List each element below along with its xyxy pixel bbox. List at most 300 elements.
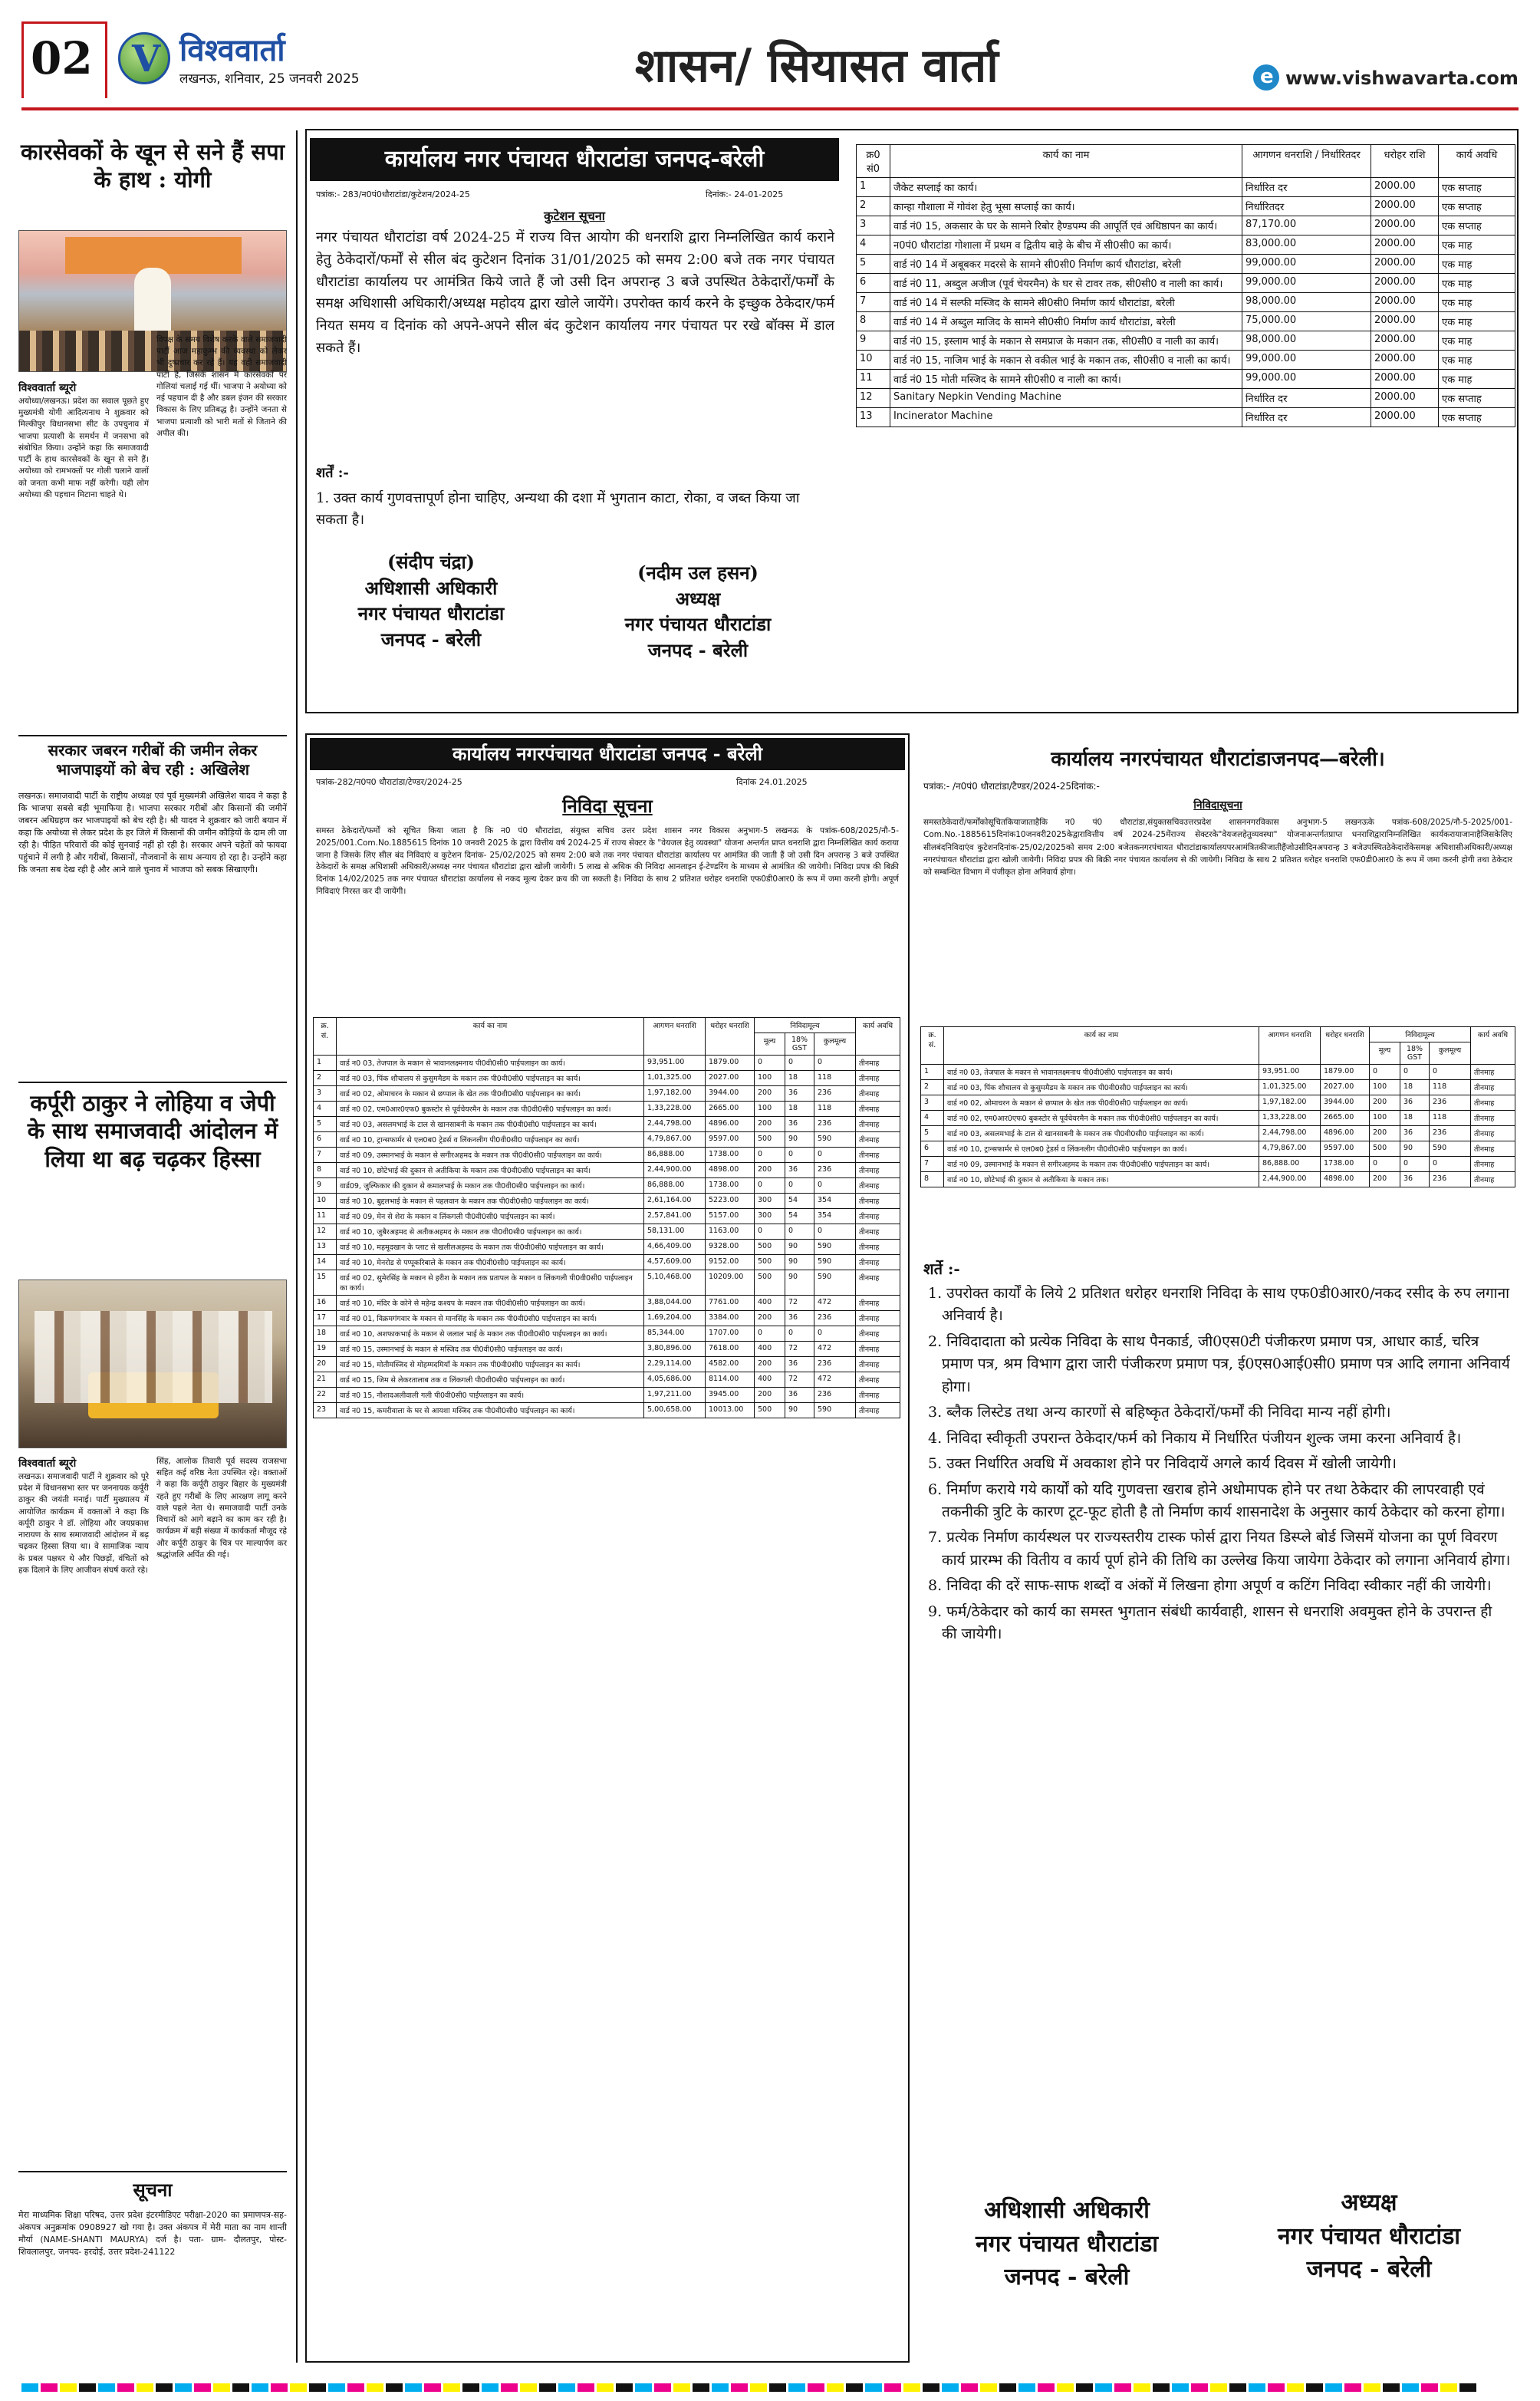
ad2-body: समस्त ठेकेदारों/फर्मों को सूचित किया जाता है कि न0 पं0 धौराटांडा, संयुक्त सचिव उत्तर प्रदेश शासन नगर विकास अनुभाग-5 लखनऊ के पत्रांक-608/2025/नौ-5-2025/001.Com.No.1885615 दिनांक 10 जनवरी 2025 के द्वारा वित्तीय वर्ष 2024-25 में राज्य सेक्टर के "वेयजल हेतु व्यवस्था" योजना अन्तर्गत प्राप्त धनराशि द्वारा निम्नलिखित कार्य कराया जाना है जिसके लिए सील बंद निविदाएं व कुटेशन दिनांक- 25/02/2025 को समय 2:00 बजे तक नगर पंचायत धौराटांडा कार्यालय पर आमंत्रित की जाती हैं जो उसी दिन अपरान्ह 3 बजे उपस्थित ठेकेदारों के समक्ष अधिशासी अधिकारी/अध्यक्ष नगर पंचायत धौराटांडा द्वारा खोली जायेगी। 5 लाख से अधिक की निविदा आनलाइन ई-टेण्डरिंग के माध्यम से आमंत्रित की जायेगी। निविदा प्रपत्र की बिक्री दिनांक 14/02/2025 तक नगर पंचायत धौराटांडा कार्यालय से नकद मूल्य देकर क्रय की जा सकती है। निविदा के साथ 2 प्रतिशत धरोहर धनराशि एफ0डी0आर0 के रूप में जमा करनी होगी। अपूर्ण निविदाएं निरस्त कर दी जायेंगी।	[316, 826, 899, 896]
term-item: 2. निविदादाता को प्रत्येक निविदा के साथ पैनकार्ड, जी0एस0टी पंजीकरण प्रमाण पत्र, आधार कार्ड, चरित्र प्रमाण पत्र, श्रम विभाग द्वारा जारी पंजीकरण प्रमाण पत्र, ई0एस0आई0सी0 प्रमाण पत्र आदि लगाना अनिवार्य होगा।	[928, 1332, 1510, 1395]
ad1-cell-estimate: 98,000.00	[1242, 331, 1371, 351]
table-row	[857, 331, 1515, 351]
ad1-cell-period: एक माह	[1439, 255, 1515, 274]
registration-swatch	[654, 2383, 671, 2392]
ad3-cell-work: वार्ड न0 03, असलमभाई के टाल से खानसाबनी के मकान तक पी0वी0सी0 पाईपलाइन का कार्य।	[944, 1126, 1259, 1141]
table-row	[314, 1224, 900, 1240]
ad3-signature-right	[1219, 2186, 1519, 2287]
ad3-cell-period: तीनमाह	[1471, 1080, 1515, 1095]
ad2-cell-gst: 36	[785, 1163, 814, 1178]
ad3-terms	[928, 1283, 1511, 1649]
ad1-table	[856, 144, 1515, 427]
ad3-cell-gst: 36	[1400, 1126, 1430, 1141]
ad3-cell-gst: 90	[1400, 1141, 1430, 1157]
ad2-cell-work: वार्ड न0 10, छोटेभाई की दुकान से अतीकिया के मकान तक पी0वी0सी0 पाईपलाइन का कार्य।	[337, 1163, 644, 1178]
ad2-cell-gst: 54	[785, 1194, 814, 1209]
ad3-cell-price: 500	[1370, 1141, 1400, 1157]
ad1-cell-period: एक माह	[1439, 274, 1515, 293]
term-item: 3. ब्लैक लिस्टेड तथा अन्य कारणों से बहिष्कृत ठेकेदारों/फर्मों की निविदा मान्य नहीं होगी।	[928, 1404, 1391, 1421]
ad2-cell-sno: 22	[314, 1388, 337, 1403]
ad2-cell-deposit: 5157.00	[706, 1209, 755, 1224]
table-row	[921, 1126, 1515, 1141]
ad1-cell-deposit: 2000.00	[1371, 255, 1439, 274]
ad1-cell-estimate: 99,000.00	[1242, 351, 1371, 370]
ad3-cell-total: 590	[1430, 1141, 1471, 1157]
ad3-cell-work: वार्ड न0 10, छोटेभाई की दुकान से अतीकिया के मकान तक।	[944, 1172, 1259, 1187]
ad2-cell-estimate: 4,57,609.00	[644, 1255, 706, 1270]
ad2-cell-period: तीनमाह	[856, 1178, 900, 1194]
ad3-cell-sno: 2	[921, 1080, 944, 1095]
ad2-cell-gst: 0	[785, 1224, 814, 1240]
ad2-cell-estimate: 86,888.00	[644, 1178, 706, 1194]
ad2-cell-period: तीनमाह	[856, 1102, 900, 1117]
ad2-cell-estimate: 3,88,044.00	[644, 1296, 706, 1311]
ad1-title: कार्यालय नगर पंचायत धौराटांडा जनपद-बरेली	[310, 138, 839, 181]
ad1-cell-sno: 9	[857, 331, 890, 351]
ad2-table-wrap	[313, 1017, 900, 1418]
ad2-cell-deposit: 9597.00	[706, 1132, 755, 1148]
ad2-cell-estimate: 3,80,896.00	[644, 1342, 706, 1357]
ad1-terms-title: शर्तें :-	[316, 465, 349, 481]
ad1-cell-estimate: 99,000.00	[1242, 255, 1371, 274]
ad3-sign-left-office: नगर पंचायत धौराटांडा	[975, 2230, 1159, 2258]
ad1-cell-deposit: 2000.00	[1371, 351, 1439, 370]
registration-swatch	[1421, 2383, 1438, 2392]
ad3-sign-left-district: जनपद - बरेली	[1004, 2264, 1130, 2291]
ad2-cell-price: 200	[755, 1357, 785, 1372]
brand-name: विश्ववार्ता	[179, 32, 285, 68]
ad1-cell-sno: 5	[857, 255, 890, 274]
ad2-cell-period: तीनमाह	[856, 1086, 900, 1102]
ad2-cell-sno: 12	[314, 1224, 337, 1240]
ad2-cell-deposit: 5223.00	[706, 1194, 755, 1209]
ad2-cell-price: 200	[755, 1086, 785, 1102]
ad2-cell-total: 590	[814, 1132, 856, 1148]
registration-swatch	[1383, 2383, 1400, 2392]
ad2-cell-gst: 36	[785, 1117, 814, 1132]
left-divider-3	[18, 2171, 287, 2172]
table-row	[314, 1311, 900, 1326]
table-row	[314, 1403, 900, 1418]
ad2-cell-gst: 54	[785, 1209, 814, 1224]
ad3-cell-work: वार्ड न0 09, उस्मानभाई के मकान से सगीरअहमद के मकान तक पी0वी0सी0 पाईपलाइन का कार्य।	[944, 1157, 1259, 1172]
ad1-cell-period: एक सप्ताह	[1439, 408, 1515, 427]
ad3-cell-total: 236	[1430, 1172, 1471, 1187]
ad2-col-gst: 18% GST	[785, 1033, 814, 1056]
ad3-col-work: कार्य का नाम	[944, 1027, 1259, 1065]
ad1-col-work: कार्य का नाम	[890, 145, 1242, 178]
brand-logo	[118, 32, 170, 84]
ad1-ref: पत्रांक:- 283/न0पं0धौराटांडा/कुटेशन/2024-25	[316, 189, 470, 199]
ad2-cell-estimate: 5,10,468.00	[644, 1270, 706, 1296]
ad1-cell-period: एक सप्ताह	[1439, 216, 1515, 235]
story1-byline: विश्ववार्ता ब्यूरो	[18, 382, 77, 394]
ad3-cell-period: तीनमाह	[1471, 1172, 1515, 1187]
ad2-cell-price: 200	[755, 1311, 785, 1326]
ad1-cell-estimate: 99,000.00	[1242, 274, 1371, 293]
ad3-cell-price: 0	[1370, 1157, 1400, 1172]
table-row	[314, 1132, 900, 1148]
ad2-cell-sno: 21	[314, 1372, 337, 1388]
ad2-cell-deposit: 4898.00	[706, 1163, 755, 1178]
registration-swatch	[1440, 2383, 1457, 2392]
table-row	[314, 1163, 900, 1178]
ad3-cell-period: तीनमाह	[1471, 1095, 1515, 1111]
registration-swatch	[405, 2383, 422, 2392]
brand-logo-letter: V	[132, 38, 161, 81]
ad2-cell-total: 236	[814, 1357, 856, 1372]
ad2-cell-period: तीनमाह	[856, 1194, 900, 1209]
registration-swatch	[1210, 2383, 1227, 2392]
ad3-cell-price: 100	[1370, 1080, 1400, 1095]
ad2-title: कार्यालय नगरपंचायत धौराटांडा जनपद - बरेली	[310, 738, 905, 770]
table-row	[857, 351, 1515, 370]
registration-swatch	[424, 2383, 441, 2392]
ad2-cell-work: वार्ड न0 10, मेनरोड से पप्पूकरिबाले के मकान तक पी0वी0सी0 पाईपलाइन का कार्य।	[337, 1255, 644, 1270]
ad2-cell-deposit: 8114.00	[706, 1372, 755, 1388]
ad2-cell-period: तीनमाह	[856, 1372, 900, 1388]
ad3-cell-work: वार्ड न0 02, ओमाचरन के मकान से छप्पाल के खेत तक पी0वी0सी0 पाईपलाइन का कार्य।	[944, 1095, 1259, 1111]
ad2-cell-total: 0	[814, 1178, 856, 1194]
ad2-cell-work: वार्ड न0 15, जिम से लेकरतालाब तक व लिंकगली पी0वी0सी0 पाईपलाइन का कार्य।	[337, 1372, 644, 1388]
ad2-cell-deposit: 2665.00	[706, 1102, 755, 1117]
ad2-cell-gst: 90	[785, 1270, 814, 1296]
table-row	[314, 1117, 900, 1132]
ad2-cell-total: 472	[814, 1342, 856, 1357]
ad2-cell-work: वार्ड न0 03, तेजपाल के मकान से भावानलक्ष्मनाथ पी0वी0सी0 पाईपलाइन का कार्य।	[337, 1056, 644, 1071]
registration-swatch	[539, 2383, 556, 2392]
ad2-col-price: मूल्य	[755, 1033, 785, 1056]
registration-swatch	[1095, 2383, 1112, 2392]
ad2-cell-price: 0	[755, 1056, 785, 1071]
ad1-date: दिनांक:- 24-01-2025	[706, 189, 784, 199]
ad3-cell-deposit: 3944.00	[1321, 1095, 1370, 1111]
table-row	[857, 408, 1515, 427]
registration-swatch	[578, 2383, 594, 2392]
table-row	[314, 1056, 900, 1071]
ad1-col-sno: क्र0 सं0	[857, 145, 890, 178]
ad1-cell-deposit: 2000.00	[1371, 312, 1439, 331]
ad2-cell-period: तीनमाह	[856, 1255, 900, 1270]
table-row	[314, 1372, 900, 1388]
ad3-cell-deposit: 4896.00	[1321, 1126, 1370, 1141]
registration-swatch	[788, 2383, 805, 2392]
ad1-cell-estimate: 75,000.00	[1242, 312, 1371, 331]
ad2-cell-price: 500	[755, 1255, 785, 1270]
ad1-cell-work: वार्ड नं0 14 में अबूबकर मदरसे के सामने सी0सी0 निर्माण कार्य धौराटांडा, बरेली	[890, 255, 1242, 274]
ad3-cell-sno: 1	[921, 1065, 944, 1080]
ad2-cell-gst: 0	[785, 1148, 814, 1163]
ad2-cell-price: 100	[755, 1102, 785, 1117]
ad2-cell-sno: 9	[314, 1178, 337, 1194]
registration-swatch	[942, 2383, 959, 2392]
ad2-cell-estimate: 1,01,325.00	[644, 1071, 706, 1086]
ad2-cell-gst: 36	[785, 1086, 814, 1102]
registration-swatch	[980, 2383, 997, 2392]
registration-swatch	[347, 2383, 364, 2392]
table-row	[314, 1388, 900, 1403]
registration-swatch	[1018, 2383, 1035, 2392]
table-row	[314, 1255, 900, 1270]
ad3-cell-deposit: 9597.00	[1321, 1141, 1370, 1157]
ad2-cell-total: 590	[814, 1240, 856, 1255]
registration-swatch	[271, 2383, 288, 2392]
ad3-col-period: कार्य अवधि	[1471, 1027, 1515, 1065]
ad2-cell-period: तीनमाह	[856, 1056, 900, 1071]
story3-photo	[18, 1280, 287, 1448]
ad3-cell-sno: 5	[921, 1126, 944, 1141]
ad2-cell-gst: 0	[785, 1178, 814, 1194]
ad1-cell-period: एक माह	[1439, 331, 1515, 351]
ad2-cell-total: 354	[814, 1194, 856, 1209]
ad2-cell-sno: 5	[314, 1117, 337, 1132]
ad1-sign-left-name: (संदीप चंद्रा)	[387, 551, 475, 573]
table-row	[921, 1080, 1515, 1095]
ad2-cell-total: 236	[814, 1311, 856, 1326]
ad3-cell-price: 200	[1370, 1095, 1400, 1111]
ad2-cell-price: 0	[755, 1178, 785, 1194]
table-row	[921, 1065, 1515, 1080]
registration-swatch	[98, 2383, 115, 2392]
ad2-cell-gst: 90	[785, 1132, 814, 1148]
ad2-cell-price: 500	[755, 1270, 785, 1296]
ad1-cell-work: न0पं0 धौराटांडा गोशाला में प्रथम व द्वितीय बाड़े के बीच में सी0सी0 का कार्य।	[890, 235, 1242, 255]
masthead-rule	[21, 107, 1519, 110]
registration-swatch	[999, 2383, 1016, 2392]
ad2-cell-price: 200	[755, 1163, 785, 1178]
ad3-col-sno: क्र. सं.	[921, 1027, 944, 1065]
ad2-table	[313, 1017, 900, 1418]
ad1-terms: 1. उक्त कार्य गुणवत्तापूर्ण होना चाहिए, अन्यथा की दशा में भुगतान काटा, रोका, व जब्त किया जा सकता है।	[316, 490, 800, 528]
story2-headline: सरकार जबरन गरीबों की जमीन लेकर भाजपाइयों को बेच रही : अखिलेश	[48, 741, 258, 779]
ad3-cell-estimate: 93,951.00	[1259, 1065, 1321, 1080]
ad3-body: समस्तठेकेदारों/फर्मोंकोसूचितकियाजाताहैकि न0 पं0 धौराटांडा,संयुक्तसचिवउत्तरप्रदेश शासननगरविकास अनुभाग-5 लखनऊके पत्रांक-608/2025/नौ-5-2025/001-Com.No.-1885615दिनांक10जनवरी2025केद्वारावित्तीय वर्ष 2024-25मेंराज्य सेक्टरके"वेयजलहेतुव्यवस्था" योजनाअन्तर्गतप्राप्त धनराशिद्वारानिम्नलिखित कार्यकरायाजानाहैजिसकेलिए सीलबंदनिविदाएंव कुटेशनदिनांक-25/02/2025को समय 2:00 बजेतकनगरपंचायत धौराटांडाकार्यालयपरआमंत्रितकीजातीहैंजोउसीदिनअपरान्ह 3 बजेउपस्थितठेकेदारोंकेसमक्ष अधिशासीअधिकारी/अध्यक्ष नगरपंचायत धौराटांडा द्वारा खोली जायेगी। निविदा प्रपत्र की बिक्री नगर पंचायत कार्यालय से की जायेगी। निविदा के साथ 2 प्रतिशत धरोहर धनराशि एफ0डी0आर0 के रूप में जमा करनी होगी तथा ठेकेदार को सम्बन्धित विभाग में पंजीकृत होना अनिवार्य होगा।	[923, 818, 1512, 878]
ad1-body: नगर पंचायत धौराटांडा वर्ष 2024-25 में राज्य वित्त आयोग की धनराशि द्वारा निम्नलिखित कार्य कराने हेतु ठेकेदारों/फर्मों से सील बंद कुटेशन दिनांक 31/01/2025 को समय 2:00 बजे तक नगर पंचायत धौराटांडा कार्यालय पर आमंत्रित किये जाते हैं जो उसी दिन अपरान्ह 3 बजे उपस्थित ठेकेदारों/फर्मों के समक्ष अधिशासी अधिकारी/अध्यक्ष महोदय द्वारा खोले जायेंगे। उपरोक्त कार्य करने के इच्छुक ठेकेदार/फर्म नियत समय व दिनांक को अपने-अपने सील बंद कुटेशन कार्यालय नगर पंचायत पर रखे बॉक्स में डाल सकते हैं।	[316, 229, 834, 356]
registration-swatch	[156, 2383, 173, 2392]
ad2-cell-sno: 6	[314, 1132, 337, 1148]
ad2-cell-total: 472	[814, 1296, 856, 1311]
registration-swatch	[673, 2383, 690, 2392]
ad1-signature-left	[316, 549, 546, 652]
registration-swatch	[462, 2383, 479, 2392]
ad2-cell-deposit: 10209.00	[706, 1270, 755, 1296]
ad2-col-estimate: आगणन धनराशि	[644, 1018, 706, 1056]
table-row	[921, 1111, 1515, 1126]
registration-swatch	[750, 2383, 767, 2392]
ad2-cell-deposit: 3384.00	[706, 1311, 755, 1326]
ad2-cell-sno: 13	[314, 1240, 337, 1255]
ad1-cell-estimate: निर्धारितदर	[1242, 197, 1371, 216]
ad1-cell-deposit: 2000.00	[1371, 331, 1439, 351]
ad2-cell-total: 0	[814, 1056, 856, 1071]
ad1-cell-period: एक सप्ताह	[1439, 389, 1515, 408]
ad2-cell-work: वार्ड न0 10, मंदिर के कोने से महेन्द्र कश्यप के मकान तक पी0वी0सी0 पाईपलाइन का कार्य।	[337, 1296, 644, 1311]
registration-swatch	[501, 2383, 518, 2392]
ad2-cell-price: 0	[755, 1326, 785, 1342]
ad2-cell-period: तीनमाह	[856, 1270, 900, 1296]
table-row	[314, 1342, 900, 1357]
ad2-cell-total: 236	[814, 1388, 856, 1403]
ad2-cell-estimate: 1,69,204.00	[644, 1311, 706, 1326]
ad1-cell-deposit: 2000.00	[1371, 389, 1439, 408]
ad1-cell-period: एक माह	[1439, 312, 1515, 331]
ad2-cell-estimate: 2,44,798.00	[644, 1117, 706, 1132]
story3-byline: विश्ववार्ता ब्यूरो	[18, 1457, 77, 1470]
ad3-cell-estimate: 4,79,867.00	[1259, 1141, 1321, 1157]
page-number: 02	[31, 32, 93, 84]
registration-swatch	[79, 2383, 96, 2392]
registration-swatch	[846, 2383, 863, 2392]
ad3-cell-sno: 4	[921, 1111, 944, 1126]
ad2-col-total: कुलमूल्य	[814, 1033, 856, 1056]
ad3-col-deposit: धरोहर धनराशि	[1321, 1027, 1370, 1065]
ad3-ref: पत्रांक:- /न0पं0 धौराटांडा/टैण्डर/2024-25दिनांक:-	[923, 781, 1100, 792]
ad1-cell-work: वार्ड नं0 15 मोती मस्जिद के सामने सी0सी0 व नाली का कार्य।	[890, 370, 1242, 389]
table-row	[857, 197, 1515, 216]
ad2-cell-gst: 90	[785, 1403, 814, 1418]
ad3-cell-price: 0	[1370, 1065, 1400, 1080]
small-notice-title: सूचना	[133, 2179, 173, 2201]
website-link[interactable]: www.vishwavarta.com	[1285, 68, 1519, 89]
ad3-cell-total: 236	[1430, 1095, 1471, 1111]
ad1-sign-left-district: जनपद - बरेली	[380, 627, 482, 650]
ad3-table-header	[921, 1027, 1515, 1042]
ad2-cell-work: वार्ड न0 01, विक्रमगंगवार के मकान से मानसिंह के मकान तक पी0वी0सी0 पाईपलाइन का कार्य।	[337, 1311, 644, 1326]
ad3-table-wrap	[920, 1026, 1515, 1249]
registration-swatch	[1306, 2383, 1323, 2392]
ad1-cell-work: वार्ड नं0 14 में अब्दुल माजिद के सामने सी0सी0 निर्माण कार्य धौराटांडा, बरेली	[890, 312, 1242, 331]
table-row	[314, 1148, 900, 1163]
ad3-cell-work: वार्ड न0 02, एम0आर0एफ0 बुकस्टोर से पूर्वचेयरमैन के मकान तक पी0वी0सी0 पाईपलाइन का कार्य।	[944, 1111, 1259, 1126]
ad2-cell-deposit: 7618.00	[706, 1342, 755, 1357]
registration-swatch	[1249, 2383, 1265, 2392]
registration-swatch	[1076, 2383, 1093, 2392]
ad1-cell-work: कान्हा गौशाला में गोवंश हेतु भूसा सप्लाई का कार्य।	[890, 197, 1242, 216]
ad2-cell-sno: 2	[314, 1071, 337, 1086]
ad2-cell-sno: 1	[314, 1056, 337, 1071]
ad2-cell-period: तीनमाह	[856, 1403, 900, 1418]
ad2-cell-sno: 15	[314, 1270, 337, 1296]
ad1-cell-estimate: 98,000.00	[1242, 293, 1371, 312]
ad3-sign-right-office: नगर पंचायत धौराटांडा	[1277, 2222, 1461, 2250]
ad2-cell-total: 236	[814, 1117, 856, 1132]
ad2-cell-work: वार्ड न0 09, उस्मानभाई के मकान से सगीरअहमद के मकान तक पी0वी0सी0 पाईपलाइन का कार्य।	[337, 1148, 644, 1163]
ad1-cell-estimate: निर्धारित दर	[1242, 178, 1371, 197]
registration-swatch	[961, 2383, 978, 2392]
left-divider-1	[18, 735, 287, 736]
ad2-ref: पत्रांक-282/न0प0 धौराटांडा/टेण्डर/2024-25	[316, 777, 462, 787]
ad1-cell-work: Sanitary Nepkin Vending Machine	[890, 389, 1242, 408]
table-row	[314, 1178, 900, 1194]
ad2-cell-price: 400	[755, 1342, 785, 1357]
ad3-cell-gst: 36	[1400, 1095, 1430, 1111]
ad3-table	[920, 1026, 1515, 1187]
ad2-cell-work: वार्ड न0 15, कमरीवाला के घर से आयशा मस्जिद तक पी0वी0सी0 पाईपलाइन का कार्य।	[337, 1403, 644, 1418]
registration-swatch	[597, 2383, 614, 2392]
registration-swatch	[1153, 2383, 1170, 2392]
table-row	[857, 370, 1515, 389]
ad2-cell-period: तीनमाह	[856, 1163, 900, 1178]
ad3-cell-total: 0	[1430, 1157, 1471, 1172]
ad2-cell-sno: 7	[314, 1148, 337, 1163]
table-row	[857, 235, 1515, 255]
ad2-cell-period: तीनमाह	[856, 1117, 900, 1132]
ad3-sign-left-post: अधिशासी अधिकारी	[984, 2197, 1150, 2224]
ad1-cell-work: वार्ड नं0 15, अकसार के घर के सामने रिबोर हैण्डपम्प की आपूर्ति एवं अधिष्ठापन का कार्य।	[890, 216, 1242, 235]
ad2-cell-total: 354	[814, 1209, 856, 1224]
ad2-cell-gst: 18	[785, 1071, 814, 1086]
ad2-cell-deposit: 2027.00	[706, 1071, 755, 1086]
ad1-cell-deposit: 2000.00	[1371, 274, 1439, 293]
ad1-cell-deposit: 2000.00	[1371, 408, 1439, 427]
ad1-cell-sno: 13	[857, 408, 890, 427]
ad3-cell-total: 118	[1430, 1080, 1471, 1095]
ad2-cell-period: तीनमाह	[856, 1224, 900, 1240]
ad1-cell-estimate: 87,170.00	[1242, 216, 1371, 235]
ad2-cell-deposit: 1879.00	[706, 1056, 755, 1071]
ad3-cell-period: तीनमाह	[1471, 1141, 1515, 1157]
ad3-cell-deposit: 2027.00	[1321, 1080, 1370, 1095]
ad3-cell-price: 200	[1370, 1126, 1400, 1141]
registration-swatch	[923, 2383, 939, 2392]
ad3-cell-work: वार्ड न0 03, पिंक शौचालय से कुसुममैडम के मकान तक पी0वी0सी0 पाईपलाइन का कार्य।	[944, 1080, 1259, 1095]
ad1-cell-deposit: 2000.00	[1371, 293, 1439, 312]
ad2-cell-sno: 17	[314, 1311, 337, 1326]
registration-swatch	[635, 2383, 652, 2392]
registration-swatch	[213, 2383, 230, 2392]
registration-strip	[21, 2381, 1519, 2392]
ad2-cell-work: वार्ड न0 10, जुबैरअहमद से अतीकअहमद के मकान तक पी0वी0सी0 पाईपलाइन का कार्य।	[337, 1224, 644, 1240]
story3-body-a: लखनऊ। समाजवादी पार्टी ने शुक्रवार को पूरे प्रदेश में विधानसभा स्तर पर जननायक कर्पूरी ठाकुर की जयंती मनाई। पार्टी मुख्यालय में आयोजित कार्यक्रम में वक्ताओं ने कहा कि कर्पूरी ठाकुर ने डॉ. लोहिया और जयप्रकाश नारायण के साथ समाजवादी आंदोलन में बढ़ चढ़कर हिस्सा लिया था। वे सामाजिक न्याय के प्रबल पक्षधर थे और पिछड़ों, वंचितों को हक दिलाने के लिए आजीवन संघर्ष करते रहे।	[18, 1472, 149, 1575]
table-row	[314, 1240, 900, 1255]
ad2-cell-period: तीनमाह	[856, 1342, 900, 1357]
ad2-cell-work: वार्ड न0 02, ओमाचरन के मकान से छप्पाल के खेत तक पी0वी0सी0 पाईपलाइन का कार्य।	[337, 1086, 644, 1102]
ad2-cell-price: 300	[755, 1194, 785, 1209]
ad1-table-header	[857, 145, 1515, 178]
ad2-cell-period: तीनमाह	[856, 1148, 900, 1163]
ad2-cell-work: वार्ड न0 10, अशफाकभाई के मकान से जलाल भाई के मकान तक पी0वी0सी0 पाईपलाइन का कार्य।	[337, 1326, 644, 1342]
registration-swatch	[520, 2383, 537, 2392]
ad2-cell-deposit: 9328.00	[706, 1240, 755, 1255]
ad2-cell-work: वार्ड न0 15, मोतीमस्जिद से मोहम्मदमियाँ के मकान तक पी0वी0सी0 पाईपलाइन का कार्य।	[337, 1357, 644, 1372]
ad1-table-wrap	[856, 144, 1515, 427]
ad2-cell-gst: 90	[785, 1240, 814, 1255]
registration-swatch	[1114, 2383, 1131, 2392]
ad2-cell-price: 300	[755, 1209, 785, 1224]
ad2-cell-estimate: 86,888.00	[644, 1148, 706, 1163]
small-notice-body: मेरा माध्यमिक शिक्षा परिषद, उत्तर प्रदेश इंटरमीडिएट परीक्षा-2020 का प्रमाणपत्र-सह-अंकपत्र अनुक्रमांक 0908927 खो गया है। उक्त अंकपत्र में मेरी माता का नाम शान्ती मौर्या (NAME-SHANTI MAURYA) दर्ज है। पता- ग्राम- दौलतपुर, पोस्ट- शिवलालपुर, जनपद- हरदोई, उत्तर प्रदेश-241122	[18, 2210, 287, 2257]
ad1-sign-right-office: नगर पंचायत धौराटांडा	[624, 613, 772, 636]
ad2-cell-price: 500	[755, 1403, 785, 1418]
ad1-cell-estimate: 99,000.00	[1242, 370, 1371, 389]
ad1-cell-sno: 1	[857, 178, 890, 197]
table-row	[314, 1086, 900, 1102]
ad2-cell-estimate: 93,951.00	[644, 1056, 706, 1071]
registration-swatch	[252, 2383, 268, 2392]
ad3-title: कार्यालय नगरपंचायत धौराटांडाजनपद—बरेली।	[1051, 748, 1385, 771]
ad3-cell-price: 100	[1370, 1111, 1400, 1126]
ad3-col-price: मूल्य	[1370, 1042, 1400, 1065]
registration-swatch	[1268, 2383, 1285, 2392]
ad3-cell-period: तीनमाह	[1471, 1065, 1515, 1080]
ad2-cell-work: वार्ड09, जुल्फिकार की दुकान से कमालभाई के मकान तक पी0वी0सी0 पाईपलाइन का कार्य।	[337, 1178, 644, 1194]
registration-swatch	[60, 2383, 77, 2392]
ad3-cell-estimate: 1,97,182.00	[1259, 1095, 1321, 1111]
ad1-cell-work: वार्ड नं0 14 में सल्फी मस्जिद के सामने सी0सी0 निर्माण कार्य धौराटांडा, बरेली	[890, 293, 1242, 312]
term-item: 4. निविदा स्वीकृती उपरान्त ठेकेदार/फर्म को निकाय में निर्धारित पंजीयन शुल्क जमा करना अनिवार्य है।	[928, 1429, 1462, 1447]
ad2-cell-estimate: 2,29,114.00	[644, 1357, 706, 1372]
ad1-cell-work: Incinerator Machine	[890, 408, 1242, 427]
